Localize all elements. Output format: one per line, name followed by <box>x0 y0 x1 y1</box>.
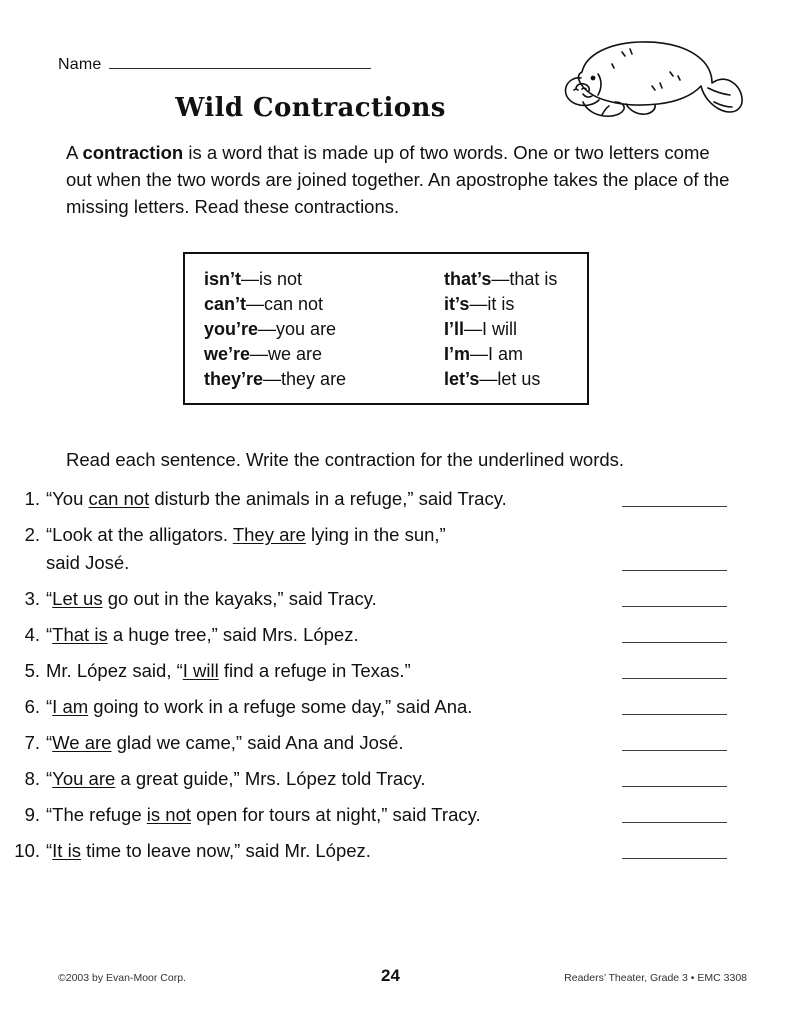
contraction-expansion: they are <box>281 369 347 389</box>
question-item <box>0 693 791 721</box>
question-underlined-words: Let us <box>52 588 103 609</box>
contraction-entry <box>204 317 444 342</box>
name-label: Name <box>58 56 102 73</box>
answer-line[interactable] <box>622 606 727 607</box>
contraction-expansion: is not <box>259 269 303 289</box>
question-text-post: find a refuge in Texas.” <box>218 660 411 681</box>
answer-line[interactable] <box>622 858 727 859</box>
directions-text: Read each sentence. Write the contraction for the underlined words. <box>66 449 625 470</box>
questions-list <box>0 485 791 873</box>
question-text <box>46 765 741 793</box>
contraction-entry <box>444 267 557 292</box>
question-text <box>46 485 741 513</box>
question-text-pre: Mr. López said, “ <box>46 660 183 681</box>
contraction-entry <box>204 367 444 392</box>
question-text-post: a great guide,” Mrs. López told Tracy. <box>115 768 426 789</box>
question-text <box>46 657 741 685</box>
contraction-word: isn’t <box>204 269 242 289</box>
answer-line[interactable] <box>622 506 727 507</box>
question-underlined-words: is not <box>146 804 191 825</box>
contraction-dash: — <box>470 344 489 364</box>
question-number: 4. <box>24 624 40 645</box>
question-text-line2: said José. <box>46 552 130 573</box>
question-text <box>46 837 741 865</box>
intro-bold-word: contraction <box>82 142 184 163</box>
question-item <box>0 801 791 829</box>
contraction-dash: — <box>469 294 488 314</box>
contraction-expansion: I will <box>482 319 518 339</box>
question-text-post: lying in the sun,” <box>305 524 446 545</box>
question-number: 9. <box>24 804 40 825</box>
source-text: Readers’ Theater, Grade 3 • EMC 3308 <box>564 972 747 984</box>
contraction-word: I’ll <box>444 319 465 339</box>
question-number: 5. <box>24 660 40 681</box>
question-text <box>46 801 741 829</box>
question-underlined-words: They are <box>232 524 306 545</box>
contraction-dash: — <box>491 269 510 289</box>
intro-paragraph <box>66 139 738 220</box>
answer-line[interactable] <box>622 642 727 643</box>
question-item <box>0 621 791 649</box>
contraction-expansion: I am <box>488 344 524 364</box>
question-text-post: disturb the animals in a refuge,” said Tracy. <box>149 488 507 509</box>
contraction-word: they’re <box>204 369 264 389</box>
question-underlined-words: can not <box>88 488 150 509</box>
contraction-expansion: you are <box>276 319 337 339</box>
contraction-entry <box>444 292 557 317</box>
answer-line[interactable] <box>622 570 727 571</box>
name-row <box>58 54 371 74</box>
answer-line[interactable] <box>622 750 727 751</box>
answer-line[interactable] <box>622 822 727 823</box>
question-underlined-words: You are <box>52 768 116 789</box>
question-text-post: open for tours at night,” said Tracy. <box>191 804 481 825</box>
contractions-reference-box <box>183 252 589 405</box>
question-text-post: go out in the kayaks,” said Tracy. <box>102 588 377 609</box>
contraction-expansion: can not <box>264 294 324 314</box>
contraction-word: you’re <box>204 319 259 339</box>
contraction-entry <box>444 342 557 367</box>
contraction-expansion: it is <box>487 294 515 314</box>
question-text-post: a huge tree,” said Mrs. López. <box>107 624 359 645</box>
question-underlined-words: I will <box>182 660 219 681</box>
question-text-pre: “ <box>46 696 53 717</box>
question-number: 6. <box>24 696 40 717</box>
contraction-dash: — <box>479 369 498 389</box>
contraction-dash: — <box>241 269 260 289</box>
question-text-post: time to leave now,” said Mr. López. <box>80 840 371 861</box>
question-text-pre: “Look at the alligators. <box>46 524 233 545</box>
answer-line[interactable] <box>622 786 727 787</box>
question-item <box>0 485 791 513</box>
question-text-pre: “You <box>46 488 89 509</box>
answer-line[interactable] <box>622 714 727 715</box>
contraction-word: that’s <box>444 269 492 289</box>
contraction-dash: — <box>258 319 277 339</box>
question-underlined-words: We are <box>52 732 112 753</box>
question-number: 10. <box>14 840 40 861</box>
question-text <box>46 621 741 649</box>
question-text-post: glad we came,” said Ana and José. <box>111 732 404 753</box>
contractions-right-column <box>444 267 557 392</box>
contraction-dash: — <box>263 369 282 389</box>
question-text-pre: “The refuge <box>46 804 147 825</box>
question-text-pre: “ <box>46 768 53 789</box>
name-write-in-line[interactable] <box>109 54 371 69</box>
question-number: 3. <box>24 588 40 609</box>
contraction-entry <box>444 317 557 342</box>
copyright-text: ©2003 by Evan-Moor Corp. <box>58 972 186 984</box>
question-item <box>0 765 791 793</box>
contraction-entry <box>444 367 557 392</box>
question-text-pre: “ <box>46 732 53 753</box>
question-number: 1. <box>24 488 40 509</box>
question-item <box>0 657 791 685</box>
contraction-dash: — <box>464 319 483 339</box>
answer-line[interactable] <box>622 678 727 679</box>
contraction-entry <box>204 267 444 292</box>
contraction-word: can’t <box>204 294 247 314</box>
contraction-word: it’s <box>444 294 470 314</box>
page-title: Wild Contractions <box>175 93 446 123</box>
question-item <box>0 521 791 577</box>
question-number: 2. <box>24 524 40 545</box>
page-number: 24 <box>381 966 400 985</box>
question-underlined-words: I am <box>52 696 89 717</box>
question-item <box>0 837 791 865</box>
intro-prefix: A <box>66 142 83 163</box>
contraction-expansion: that is <box>509 269 558 289</box>
question-text-post: going to work in a refuge some day,” said Ana. <box>88 696 473 717</box>
contraction-entry <box>204 292 444 317</box>
contraction-word: we’re <box>204 344 251 364</box>
contraction-word: I’m <box>444 344 471 364</box>
contraction-expansion: we are <box>268 344 323 364</box>
contraction-expansion: let us <box>497 369 541 389</box>
intro-rest: is a word that is made up of two words. One or two letters come out when the two words are joined together. An apostrophe takes the place of the missing letters. Read these contractions. <box>66 142 730 217</box>
question-item <box>0 585 791 613</box>
question-number: 8. <box>24 768 40 789</box>
question-text-pre: “ <box>46 624 53 645</box>
contraction-entry <box>204 342 444 367</box>
contraction-word: let’s <box>444 369 480 389</box>
question-text-pre: “ <box>46 588 53 609</box>
contractions-left-column <box>204 267 444 392</box>
question-text <box>46 585 741 613</box>
question-text <box>46 521 741 577</box>
question-item <box>0 729 791 757</box>
question-underlined-words: That is <box>52 624 108 645</box>
question-text-pre: “ <box>46 840 53 861</box>
contraction-dash: — <box>246 294 265 314</box>
question-text <box>46 693 741 721</box>
contraction-dash: — <box>250 344 269 364</box>
question-underlined-words: It is <box>52 840 81 861</box>
page-footer <box>0 966 791 992</box>
question-number: 7. <box>24 732 40 753</box>
question-text <box>46 729 741 757</box>
